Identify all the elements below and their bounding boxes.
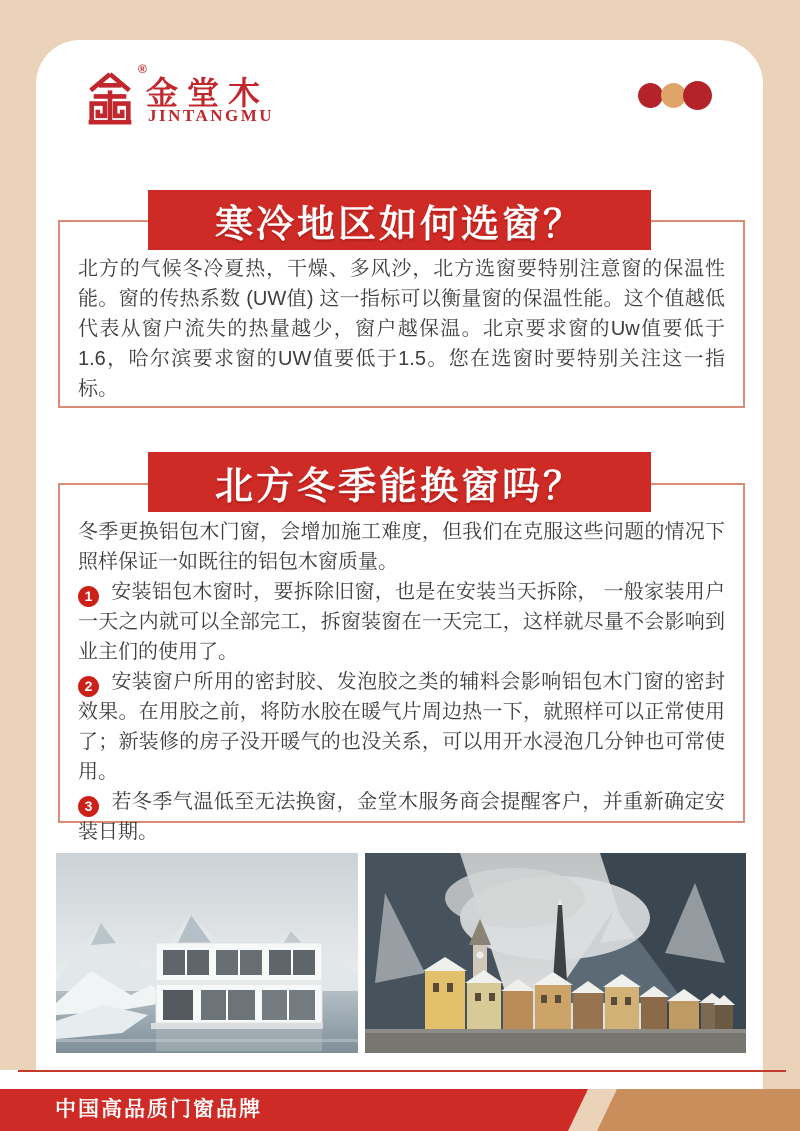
- section1-banner: [148, 190, 651, 250]
- photo-alpine-village: [365, 853, 746, 1053]
- section2-item-2-text: 安装窗户所用的密封胶、发泡胶之类的辅料会影响铝包木门窗的密封效果。在用胶之前，将防水胶在暖气片周边热一下，就照样可以正常使用了；新装修的房子没开暖气的也没关系，可以用开水浸泡几分钟也可常使用。: [78, 671, 725, 783]
- photo-snow-lake-house: [56, 853, 358, 1053]
- registered-trademark: ®: [138, 62, 147, 76]
- section2-item-3-text: 若冬季气温低至无法换窗，金堂木服务商会提醒客户，并重新确定安装日期。: [78, 791, 725, 843]
- prefooter-white-strip: [0, 1070, 763, 1089]
- brand-logo: [84, 64, 304, 134]
- prefooter-red-line: [18, 1070, 786, 1072]
- section1-title: 寒冷地区如何选窗？: [214, 203, 584, 246]
- brand-name-cn: 金堂木: [146, 75, 270, 111]
- footer-brown-parallelogram: [597, 1089, 800, 1131]
- section2-item-3: [78, 787, 725, 847]
- decor-circle-red-left: [638, 83, 663, 108]
- number-2-icon: 2: [78, 676, 99, 697]
- section2-intro: 冬季更换铝包木门窗，会增加施工难度，但我们在克服这些问题的情况下照样保证一如既往的铝包木窗质量。: [78, 521, 725, 573]
- brand-name-en: JINTANGMU: [148, 106, 275, 125]
- section1-paragraph: 北方的气候冬冷夏热，干燥、多风沙，北方选窗要特别注意窗的保温性能。窗的传热系数 (UW值) 这一指标可以衡量窗的保温性能。这个值越低代表从窗户流失的热量越少，窗户越保温。北京要求窗的Uw值要低于1.6，哈尔滨要求窗的UW值要低于1.5。您在选窗时要特别关注这一指标。: [78, 258, 725, 400]
- number-1-icon: 1: [78, 586, 99, 607]
- section2-item-1-text: 安装铝包木窗时，要拆除旧窗，也是在安装当天拆除， 一般家装用户一天之内就可以全部完工，拆窗装窗在一天完工，这样就尽量不会影响到业主们的使用了。: [78, 581, 725, 663]
- section2-title: 北方冬季能换窗吗？: [214, 465, 584, 508]
- section2-banner: [148, 452, 651, 512]
- footer-slogan: 中国高品质门窗品牌: [55, 1098, 262, 1121]
- brand-seal-icon: [84, 70, 136, 126]
- decor-circle-red-right: [683, 81, 712, 110]
- section2-item-2: [78, 667, 725, 787]
- section2-item-1: [78, 577, 725, 667]
- number-3-icon: 3: [78, 796, 99, 817]
- section2-content: [78, 517, 725, 847]
- section1-content: [78, 254, 725, 404]
